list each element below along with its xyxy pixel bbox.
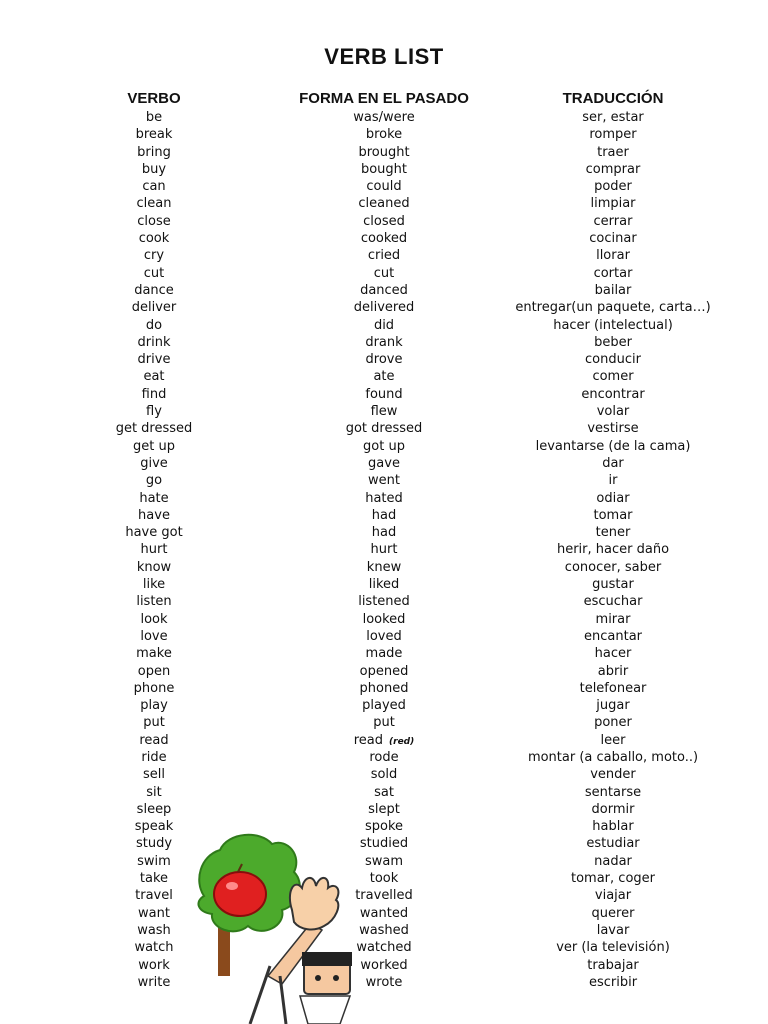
past-cell: [365, 490, 403, 507]
verb-cell: listen: [136, 594, 172, 610]
verb-cell: bring: [137, 144, 171, 160]
verb-cell: speak: [134, 819, 174, 835]
verb-cell: put: [143, 715, 165, 731]
translation-cell: limpiar: [590, 196, 636, 212]
verb-cell: find: [141, 386, 167, 402]
past-cell: [366, 628, 402, 645]
past-cell: [360, 905, 408, 922]
table-row: [0, 455, 768, 472]
past-cell: [368, 455, 400, 472]
verb-table: [0, 109, 768, 991]
past-cell: [367, 559, 401, 576]
translation-cell: romper: [589, 127, 637, 143]
past-text: brought: [358, 144, 410, 160]
translation-cell: traer: [597, 144, 629, 160]
past-cell: [371, 766, 398, 783]
translation-cell: viajar: [594, 888, 632, 904]
table-row: [0, 680, 768, 697]
verb-cell: deliver: [131, 300, 177, 316]
translation-cell: ver (la televisión): [556, 940, 670, 956]
past-text: liked: [368, 577, 400, 593]
header-past: FORMA EN EL PASADO: [299, 90, 469, 107]
past-cell: [366, 126, 402, 143]
verb-cell: get dressed: [115, 421, 193, 437]
table-row: [0, 144, 768, 161]
verb-cell: break: [135, 127, 173, 143]
table-row: [0, 818, 768, 835]
header-translation: TRADUCCIÓN: [562, 90, 664, 107]
translation-cell: leer: [600, 732, 626, 748]
table-row: [0, 195, 768, 212]
table-row: [0, 974, 768, 991]
verb-cell: sell: [143, 767, 165, 783]
verb-cell: hurt: [140, 542, 168, 558]
translation-cell: mirar: [595, 611, 631, 627]
past-text: got dressed: [345, 421, 423, 437]
table-row: [0, 939, 768, 956]
table-row: [0, 576, 768, 593]
verb-cell: make: [136, 646, 172, 662]
translation-cell: dormir: [591, 801, 635, 817]
past-cell: [365, 818, 403, 835]
table-row: [0, 386, 768, 403]
verb-cell: write: [137, 974, 171, 990]
verb-cell: open: [137, 663, 171, 679]
past-text: studied: [359, 836, 409, 852]
table-row: [0, 835, 768, 852]
verb-cell: play: [140, 698, 168, 714]
past-text: flew: [370, 404, 398, 420]
verb-cell: cry: [143, 248, 165, 264]
past-cell: [361, 230, 407, 247]
verb-cell: go: [145, 473, 163, 489]
translation-cell: cortar: [593, 265, 633, 281]
past-cell: [358, 593, 410, 610]
past-text: hated: [365, 490, 403, 506]
translation-cell: escribir: [588, 974, 638, 990]
translation-cell: tomar, coger: [571, 871, 655, 887]
past-cell: [372, 507, 396, 524]
past-text: put: [373, 715, 395, 731]
verb-cell: dance: [134, 282, 174, 298]
past-text: cleaned: [358, 196, 410, 212]
verb-cell: work: [138, 957, 170, 973]
past-cell: [372, 524, 396, 541]
verb-cell: ride: [141, 749, 167, 765]
past-text: drove: [365, 352, 403, 368]
past-text: hurt: [370, 542, 398, 558]
tree-apple-hand-icon: [190, 826, 365, 1024]
verb-cell: wash: [137, 922, 171, 938]
past-text: played: [362, 698, 406, 714]
past-cell: [359, 922, 409, 939]
table-row: [0, 161, 768, 178]
column-headers: [0, 90, 768, 110]
table-row: [0, 524, 768, 541]
past-text: phoned: [359, 680, 409, 696]
past-cell: [369, 576, 400, 593]
past-cell: [358, 195, 409, 212]
past-cell: [346, 420, 423, 437]
verb-cell: travel: [135, 888, 173, 904]
past-text: made: [365, 646, 403, 662]
table-row: [0, 749, 768, 766]
translation-cell: querer: [591, 905, 635, 921]
past-text: worked: [360, 957, 408, 973]
verb-cell: like: [142, 577, 166, 593]
past-cell: [368, 472, 400, 489]
table-row: [0, 490, 768, 507]
translation-cell: herir, hacer daño: [556, 542, 670, 558]
past-cell: [374, 317, 394, 334]
past-text: broke: [365, 127, 403, 143]
verb-cell: close: [137, 213, 171, 229]
translation-cell: dar: [602, 455, 624, 471]
past-cell: [362, 697, 406, 714]
table-row: [0, 870, 768, 887]
table-row: [0, 351, 768, 368]
table-row: [0, 853, 768, 870]
table-row: [0, 645, 768, 662]
translation-cell: telefonear: [579, 680, 647, 696]
verb-cell: have: [138, 507, 170, 523]
table-row: [0, 420, 768, 437]
translation-cell: entregar(un paquete, carta…): [515, 300, 711, 316]
past-text: knew: [366, 559, 402, 575]
table-row: [0, 282, 768, 299]
verb-cell: want: [138, 905, 170, 921]
table-row: [0, 732, 768, 749]
table-row: [0, 230, 768, 247]
translation-cell: hacer: [594, 646, 632, 662]
past-cell: [373, 368, 394, 385]
verb-cell: eat: [143, 369, 165, 385]
translation-cell: lavar: [596, 922, 630, 938]
past-text: gave: [368, 455, 400, 471]
verb-cell: read: [139, 732, 169, 748]
table-row: [0, 126, 768, 143]
past-cell: [368, 801, 400, 818]
table-row: [0, 247, 768, 264]
past-cell: [371, 403, 398, 420]
past-text: was/were: [353, 110, 415, 125]
translation-cell: ser, estar: [582, 110, 644, 125]
past-text: watched: [356, 940, 412, 956]
past-text: had: [371, 507, 397, 523]
past-text: washed: [359, 922, 409, 938]
verb-cell: cook: [138, 231, 170, 247]
past-cell: [368, 247, 400, 264]
translation-cell: vender: [590, 767, 636, 783]
past-cell: [370, 870, 399, 887]
past-text: cried: [367, 248, 401, 264]
past-cell: [354, 299, 414, 316]
table-row: [0, 368, 768, 385]
translation-cell: sentarse: [584, 784, 642, 800]
translation-cell: montar (a caballo, moto..): [527, 749, 699, 765]
verb-cell: give: [140, 455, 168, 471]
past-text: cooked: [360, 231, 408, 247]
verb-cell: watch: [134, 940, 174, 956]
table-row: [0, 801, 768, 818]
translation-cell: hablar: [592, 819, 634, 835]
verb-cell: be: [145, 110, 163, 125]
table-row: [0, 887, 768, 904]
verb-cell: swim: [137, 853, 171, 869]
past-cell: [363, 438, 405, 455]
past-text: had: [371, 525, 397, 541]
past-text: rode: [369, 749, 399, 765]
past-cell: [371, 541, 398, 558]
translation-cell: encontrar: [581, 386, 645, 402]
translation-cell: llorar: [596, 248, 630, 264]
past-cell: [366, 645, 403, 662]
table-row: [0, 213, 768, 230]
past-cell: [363, 213, 405, 230]
translation-cell: estudiar: [586, 836, 640, 852]
verb-cell: drink: [137, 334, 171, 350]
past-cell: [373, 714, 395, 731]
past-cell: [366, 974, 403, 991]
verb-cell: can: [142, 179, 166, 195]
translation-cell: comer: [592, 369, 634, 385]
past-cell: [365, 386, 402, 403]
table-row: [0, 472, 768, 489]
translation-cell: escuchar: [583, 594, 643, 610]
translation-cell: tomar: [593, 507, 633, 523]
verb-cell: have got: [125, 525, 183, 541]
past-cell: [366, 178, 401, 195]
translation-cell: encantar: [584, 628, 642, 644]
table-row: [0, 957, 768, 974]
verb-cell: get up: [133, 438, 175, 454]
past-cell: [360, 680, 409, 697]
table-row: [0, 714, 768, 731]
past-text: sat: [374, 784, 394, 800]
table-row: [0, 178, 768, 195]
past-text: went: [368, 473, 400, 489]
past-cell: [374, 784, 394, 801]
table-row: [0, 299, 768, 316]
past-cell: [374, 265, 394, 282]
translation-cell: tener: [595, 525, 631, 541]
past-text: wrote: [365, 974, 403, 990]
past-cell: [360, 835, 408, 852]
past-text: looked: [362, 611, 406, 627]
header-verb: VERBO: [127, 90, 181, 107]
table-row: [0, 905, 768, 922]
verb-cell: know: [136, 559, 172, 575]
translation-cell: beber: [594, 334, 632, 350]
past-cell: [365, 334, 402, 351]
verb-cell: study: [135, 836, 173, 852]
past-text: got up: [363, 438, 405, 454]
past-cell: [358, 144, 409, 161]
translation-cell: bailar: [594, 282, 632, 298]
table-row: [0, 766, 768, 783]
table-row: [0, 784, 768, 801]
verb-cell: drive: [137, 352, 171, 368]
table-row: [0, 109, 768, 126]
past-cell: [361, 161, 407, 178]
past-text: did: [373, 317, 395, 333]
past-text: slept: [368, 801, 400, 817]
verb-cell: buy: [141, 161, 167, 177]
translation-cell: cerrar: [593, 213, 633, 229]
translation-cell: ir: [608, 473, 618, 489]
verb-cell: fly: [146, 404, 162, 420]
translation-cell: abrir: [597, 663, 629, 679]
past-text: read: [353, 732, 384, 748]
table-row: [0, 559, 768, 576]
table-row: [0, 628, 768, 645]
past-text: took: [369, 871, 399, 887]
table-row: [0, 265, 768, 282]
verb-cell: love: [140, 628, 168, 644]
past-text: closed: [363, 213, 405, 229]
table-row: [0, 697, 768, 714]
past-cell: [363, 611, 406, 628]
translation-cell: trabajar: [587, 957, 639, 973]
past-text: spoke: [364, 819, 404, 835]
table-row: [0, 317, 768, 334]
past-text: drank: [365, 334, 403, 350]
past-cell: [353, 109, 414, 126]
table-row: [0, 611, 768, 628]
translation-cell: comprar: [585, 161, 641, 177]
verb-cell: phone: [133, 680, 175, 696]
past-cell: [369, 749, 398, 766]
translation-cell: odiar: [596, 490, 630, 506]
verb-cell: cut: [143, 265, 165, 281]
past-text: swam: [364, 853, 404, 869]
verb-cell: clean: [136, 196, 172, 212]
translation-cell: volar: [596, 404, 630, 420]
past-text: delivered: [353, 300, 415, 316]
table-row: [0, 438, 768, 455]
translation-cell: hacer (intelectual): [553, 317, 673, 333]
translation-cell: conducir: [585, 352, 641, 368]
verb-cell: sit: [146, 784, 162, 800]
verb-cell: hate: [139, 490, 169, 506]
verb-cell: do: [145, 317, 163, 333]
translation-cell: levantarse (de la cama): [535, 438, 691, 454]
translation-cell: poner: [594, 715, 632, 731]
table-row: [0, 334, 768, 351]
past-text: cut: [373, 265, 395, 281]
past-text: bought: [360, 161, 408, 177]
pronunciation-note: (red): [389, 736, 415, 747]
translation-cell: conocer, saber: [564, 559, 662, 575]
past-text: listened: [358, 594, 410, 610]
table-row: [0, 507, 768, 524]
past-text: loved: [366, 628, 402, 644]
verb-cell: take: [139, 871, 169, 887]
translation-cell: cocinar: [589, 231, 637, 247]
page-title: VERB LIST: [324, 44, 444, 69]
past-cell: [360, 957, 407, 974]
translation-cell: poder: [594, 179, 632, 195]
past-cell: [360, 282, 408, 299]
past-text: found: [365, 386, 403, 402]
past-cell: [360, 663, 409, 680]
past-text: danced: [360, 282, 408, 298]
table-row: [0, 593, 768, 610]
verb-cell: look: [140, 611, 168, 627]
past-text: could: [366, 179, 402, 195]
past-text: travelled: [355, 888, 413, 904]
table-row: [0, 922, 768, 939]
verb-cell: sleep: [136, 801, 172, 817]
past-text: opened: [359, 663, 409, 679]
past-text: ate: [373, 369, 395, 385]
past-text: wanted: [359, 905, 409, 921]
translation-cell: gustar: [592, 577, 634, 593]
table-row: [0, 541, 768, 558]
translation-cell: vestirse: [587, 421, 639, 437]
table-row: [0, 663, 768, 680]
past-cell: [366, 351, 403, 368]
past-cell: [365, 853, 403, 870]
translation-cell: nadar: [594, 853, 632, 869]
translation-cell: jugar: [596, 698, 630, 714]
table-row: [0, 403, 768, 420]
past-text: sold: [370, 767, 398, 783]
